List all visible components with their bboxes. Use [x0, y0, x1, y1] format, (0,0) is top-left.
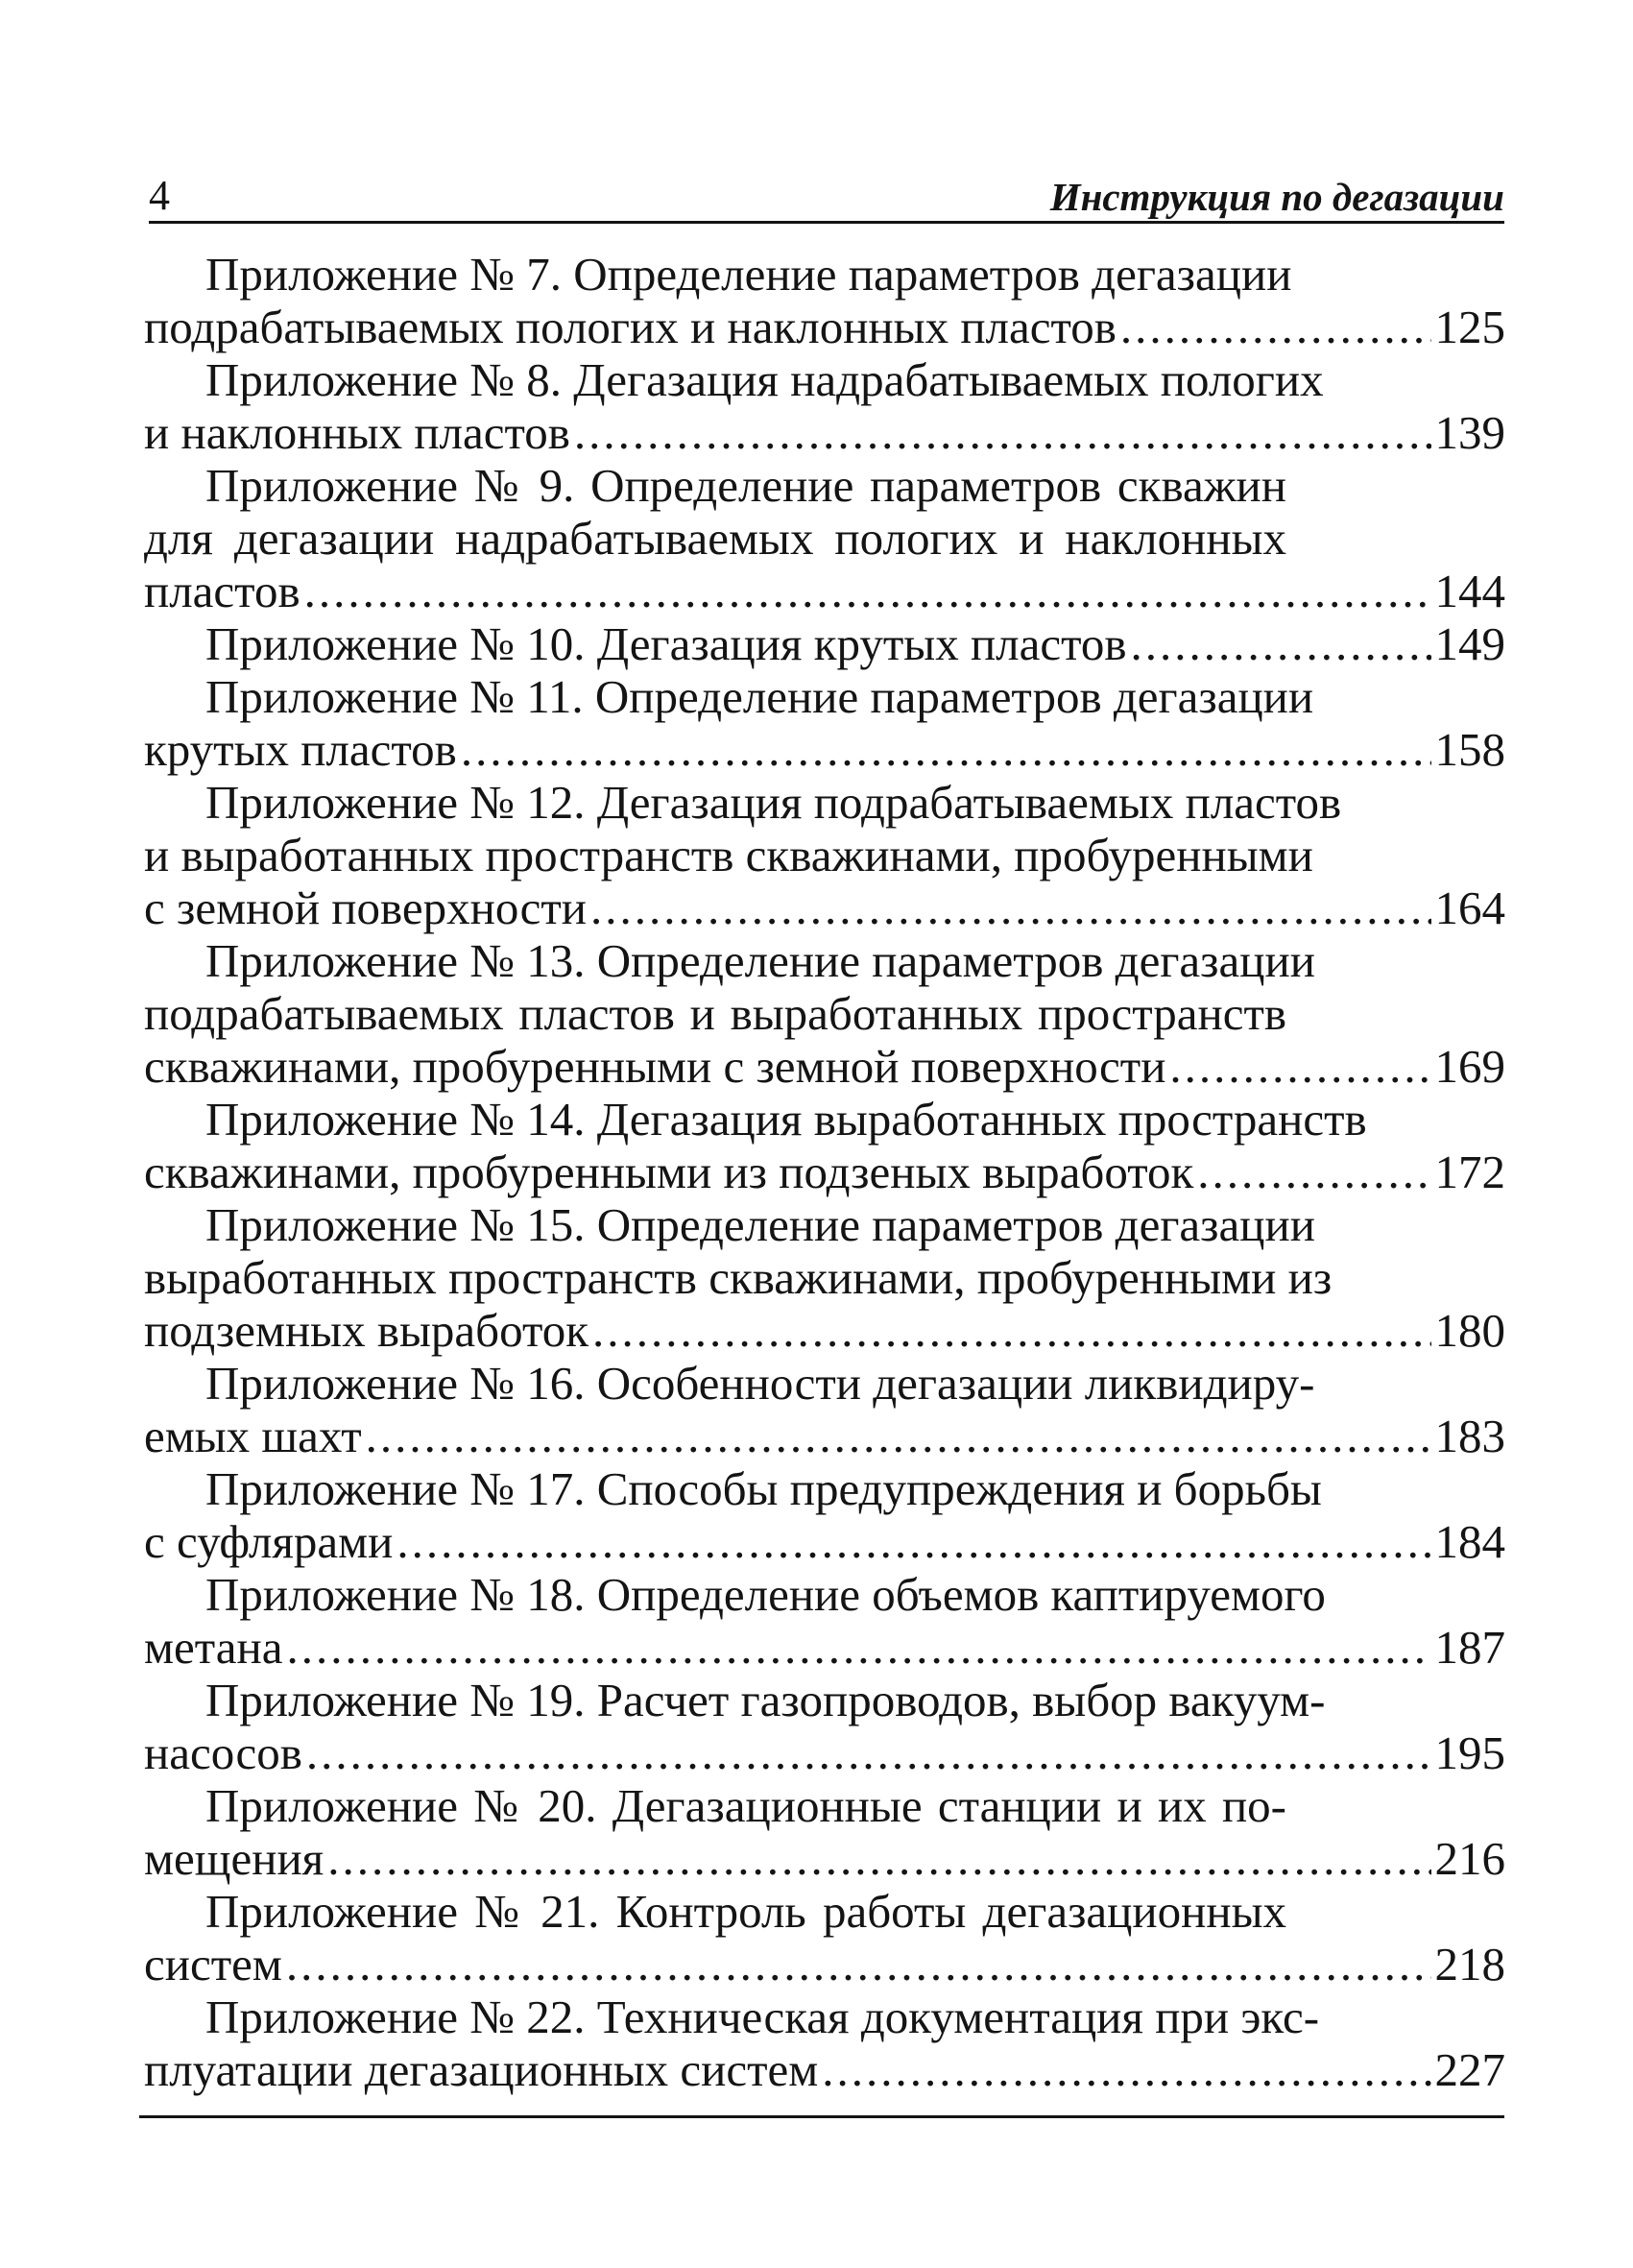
toc-entry-line: Приложение № 15. Определение параметров дегазации [205, 1198, 1315, 1251]
toc-entry-17 [144, 1462, 1505, 1568]
toc-entry-last-line [144, 1040, 1505, 1093]
toc-entry-line: Приложение № 18. Определение объемов каптируемого [205, 1568, 1326, 1621]
toc-entry-title-end: с суфлярами [144, 1515, 394, 1568]
toc-entry-line: выработанных пространств скважинами, пробуренными из [144, 1251, 1333, 1304]
toc-page-number: 195 [1434, 1726, 1505, 1779]
toc-entry-11 [144, 670, 1505, 776]
toc-entry-title-end: скважинами, пробуренными с земной поверхности [144, 1040, 1166, 1093]
toc-entry-last-line [144, 1304, 1505, 1357]
toc-entry-12 [144, 776, 1505, 934]
toc-entry-title-end: Приложение № 10. Дегазация крутых пластов [205, 617, 1127, 670]
toc-entry-last-line [144, 1938, 1505, 1991]
toc-entry-line: Приложение № 14. Дегазация выработанных пространств [205, 1093, 1367, 1146]
toc-entry-title-end: с земной поверхности [144, 881, 587, 934]
toc-page-number: 183 [1434, 1410, 1505, 1462]
toc-entry-title-end: мещения [144, 1832, 324, 1885]
toc-entry-line: и выработанных пространств скважинами, пробуренными [144, 829, 1313, 881]
toc-entry-15 [144, 1198, 1505, 1357]
toc-entry-20 [144, 1779, 1505, 1885]
dot-leader [1197, 1146, 1430, 1198]
toc-page-number: 149 [1434, 617, 1505, 670]
toc-page-number: 139 [1434, 406, 1505, 459]
dot-leader [822, 2043, 1430, 2096]
page-header [149, 165, 1504, 224]
toc-page-number: 172 [1434, 1146, 1505, 1198]
dot-leader [592, 1304, 1430, 1357]
toc-entry-10 [144, 617, 1505, 670]
toc-entry-8 [144, 353, 1505, 459]
toc-entry-13 [144, 934, 1505, 1093]
toc-entry-last-line [144, 1726, 1505, 1779]
toc-entry-title-end: плуатации дегазационных систем [144, 2043, 819, 2096]
toc-entry-line: Приложение № 19. Расчет газопроводов, выбор вакуум- [205, 1674, 1326, 1726]
toc-page-number: 216 [1434, 1832, 1505, 1885]
toc-entry-last-line [144, 1832, 1505, 1885]
toc-entry-line: Приложение № 22. Техническая документация при экс- [205, 1991, 1320, 2043]
dot-leader [306, 1726, 1431, 1779]
toc-page-number: 187 [1434, 1621, 1505, 1674]
dot-leader [1120, 301, 1431, 353]
toc-entry-title-end: метана [144, 1621, 283, 1674]
dot-leader [396, 1515, 1430, 1568]
dot-leader [304, 565, 1431, 617]
toc-entry-last-line [144, 565, 1505, 617]
toc-entry-title-end: насосов [144, 1726, 302, 1779]
toc-entry-title-end: и наклонных пластов [144, 406, 570, 459]
dot-leader [574, 406, 1431, 459]
toc-entry-21 [144, 1885, 1505, 1991]
toc-entry-title-end: пластов [144, 565, 300, 617]
toc-page-number: 158 [1434, 723, 1505, 776]
toc-entry-title-end: систем [144, 1938, 282, 1991]
running-title: Инструкция по дегазации [1049, 175, 1504, 219]
toc-entry-last-line [144, 723, 1505, 776]
toc-entry-line: Приложение № 11. Определение параметров дегазации [205, 670, 1314, 723]
toc-entry-last-line [144, 301, 1505, 353]
toc-page-number: 169 [1434, 1040, 1505, 1093]
toc-entry-16 [144, 1357, 1505, 1462]
toc-page-number: 164 [1434, 881, 1505, 934]
toc-page-number: 180 [1434, 1304, 1505, 1357]
toc-entry-title-end: подземных выработок [144, 1304, 589, 1357]
toc-entry-7 [144, 248, 1505, 353]
dot-leader [461, 723, 1431, 776]
toc-entry-last-line [144, 2043, 1505, 2096]
toc-entry-title-end: подрабатываемых пологих и наклонных пластов [144, 301, 1117, 353]
toc-entry-19 [144, 1674, 1505, 1779]
toc-entry-title-end: скважинами, пробуренными из подзеных выработок [144, 1146, 1194, 1198]
toc-entry-last-line [144, 881, 1505, 934]
toc-entry-line: для дегазации надрабатываемых пологих и наклонных [144, 512, 1286, 565]
dot-leader [366, 1410, 1431, 1462]
toc-entry-last-line [144, 1410, 1505, 1462]
toc-entry-9 [144, 459, 1505, 617]
toc-page-number: 184 [1434, 1515, 1505, 1568]
toc-entry-last-line [144, 406, 1505, 459]
toc-entry-title-end: крутых пластов [144, 723, 457, 776]
toc-entry-14 [144, 1093, 1505, 1198]
toc-entry-line: Приложение № 12. Дегазация подрабатываемых пластов [205, 776, 1342, 829]
toc-entry-last-line [144, 1515, 1505, 1568]
dot-leader [1131, 617, 1431, 670]
toc-entry-last-line [144, 617, 1505, 670]
toc-entry-22 [144, 1991, 1505, 2096]
dot-leader [286, 1938, 1431, 1991]
toc-entry-line: Приложение № 13. Определение параметров дегазации [205, 934, 1315, 987]
dot-leader [1169, 1040, 1430, 1093]
toc-entry-line: Приложение № 9. Определение параметров скважин [205, 459, 1286, 512]
toc-page-number: 227 [1434, 2043, 1505, 2096]
toc-page-number: 125 [1434, 301, 1505, 353]
dot-leader [287, 1621, 1431, 1674]
toc-entry-line: Приложение № 8. Дегазация надрабатываемых пологих [205, 353, 1324, 406]
toc-entry-line: подрабатываемых пластов и выработанных пространств [144, 987, 1286, 1040]
toc-page-number: 144 [1434, 565, 1505, 617]
toc-entry-line: Приложение № 20. Дегазационные станции и их по- [205, 1779, 1286, 1832]
toc-page-number: 218 [1434, 1938, 1505, 1991]
toc-entry-last-line [144, 1621, 1505, 1674]
page-number: 4 [149, 172, 170, 219]
toc-entry-last-line [144, 1146, 1505, 1198]
footer-rule [139, 2115, 1504, 2118]
toc-entry-line: Приложение № 7. Определение параметров дегазации [205, 248, 1292, 301]
toc-entry-18 [144, 1568, 1505, 1674]
toc-entry-line: Приложение № 16. Особенности дегазации ликвидиру- [205, 1357, 1315, 1410]
toc-entry-title-end: емых шахт [144, 1410, 362, 1462]
toc-entry-line: Приложение № 17. Способы предупреждения и борьбы [205, 1462, 1322, 1515]
dot-leader [590, 881, 1431, 934]
toc-entry-line: Приложение № 21. Контроль работы дегазационных [205, 1885, 1286, 1938]
dot-leader [327, 1832, 1430, 1885]
table-of-contents [144, 248, 1505, 2096]
